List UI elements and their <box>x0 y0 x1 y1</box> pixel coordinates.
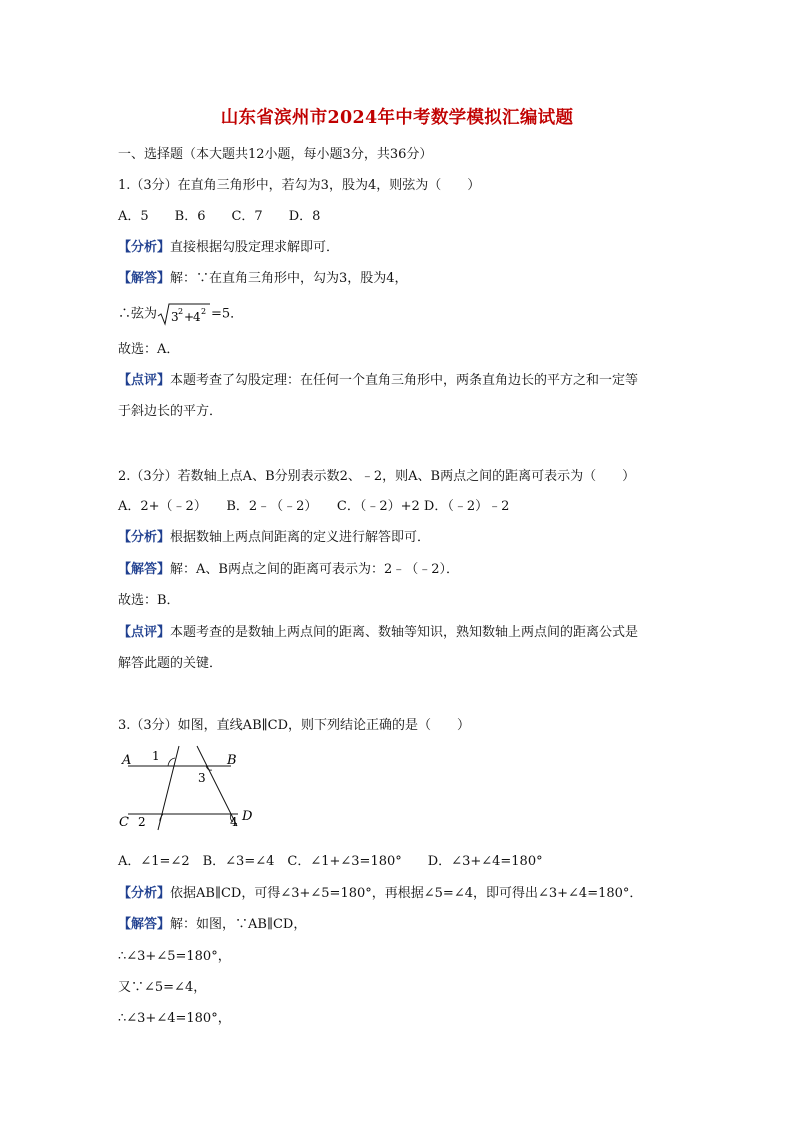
q1-comment-line1 <box>118 372 638 390</box>
q3-analysis <box>118 885 642 903</box>
q1-answer-line2 <box>118 302 243 326</box>
answer-tag: 【解答】 <box>118 917 171 932</box>
q2-options: A．2+（﹣2） B．2﹣（﹣2） C．（﹣2）+2 D．（﹣2）﹣2 <box>118 499 510 514</box>
q2-analysis-text: 根据数轴上两点间距离的定义进行解答即可． <box>170 530 431 545</box>
label-angle-2: 2 <box>138 815 146 829</box>
label-c: C <box>119 815 129 830</box>
analysis-tag: 【分析】 <box>118 886 171 901</box>
q3-answer-text1: 解：如图，∵AB∥CD， <box>170 917 307 932</box>
q1-comment-text1: 本题考查了勾股定理：在任何一个直角三角形中，两条直角边长的平方之和一定等 <box>170 373 639 388</box>
label-angle-1: 1 <box>152 749 160 763</box>
q1-stem: 1.（3分）在直角三角形中，若勾为3，股为4，则弦为（ ） <box>118 178 481 193</box>
q1-comment-line2: 于斜边长的平方． <box>118 404 223 419</box>
comment-tag: 【点评】 <box>118 373 171 388</box>
label-a: A <box>122 753 132 768</box>
q3-answer-line3: 又∵∠5=∠4， <box>118 980 207 995</box>
analysis-tag: 【分析】 <box>118 240 171 255</box>
q3-answer-line2: ∴∠3+∠5=180°， <box>118 949 231 964</box>
answer-tag: 【解答】 <box>118 562 171 577</box>
q2-answer <box>118 561 459 579</box>
parallel-lines-figure <box>116 742 256 832</box>
q3-analysis-text: 依据AB∥CD，可得∠3+∠5=180°，再根据∠5=∠4，即可得出∠3+∠4=180°． <box>170 886 643 901</box>
q1-answer-line1 <box>118 270 408 288</box>
plus-sign: + <box>184 310 195 324</box>
q2-analysis <box>118 529 430 547</box>
q2-comment-line2: 解答此题的关键． <box>118 656 223 671</box>
label-angle-3: 3 <box>198 771 206 785</box>
q1-options: A．5 B．6 C．7 D．8 <box>118 209 321 224</box>
radicand-b: 4 <box>193 310 201 324</box>
section-heading: 一、选择题（本大题共12小题，每小题3分，共36分） <box>118 147 433 162</box>
exponent-b: 2 <box>201 307 207 316</box>
answer-tag: 【解答】 <box>118 271 171 286</box>
q3-answer-line1 <box>118 916 306 934</box>
q3-stem: 3.（3分）如图，直线AB∥CD，则下列结论正确的是（ ） <box>118 718 470 733</box>
page-title: 山东省滨州市2024年中考数学模拟汇编试题 <box>220 108 574 128</box>
q3-answer-line4: ∴∠3+∠4=180°， <box>118 1011 231 1026</box>
q1-analysis-text: 直接根据勾股定理求解即可． <box>170 240 340 255</box>
label-b: B <box>227 753 237 768</box>
q2-comment-line1 <box>118 624 638 642</box>
sqrt-expression <box>157 302 211 326</box>
comment-tag: 【点评】 <box>118 625 171 640</box>
label-angle-4: 4 <box>230 815 238 829</box>
q2-comment-text1: 本题考查的是数轴上两点间的距离、数轴等知识，熟知数轴上两点间的距离公式是 <box>170 625 639 640</box>
q1-answer-suffix: =5． <box>211 306 244 322</box>
q1-answer-prefix: ∴弦为 <box>118 306 158 322</box>
label-d: D <box>242 809 253 824</box>
exponent-a: 2 <box>178 307 184 316</box>
q2-answer-text: 解：A、B两点之间的距离可表示为：2﹣（﹣2）． <box>170 562 459 577</box>
q3-options: A．∠1=∠2 B．∠3=∠4 C．∠1+∠3=180° D．∠3+∠4=180° <box>118 854 543 869</box>
q2-stem: 2.（3分）若数轴上点A、B分别表示数2、﹣2，则A、B两点之间的距离可表示为（ ） <box>118 469 636 484</box>
q2-choice: 故选：B． <box>118 593 180 608</box>
q1-choice: 故选：A． <box>118 342 180 357</box>
analysis-tag: 【分析】 <box>118 530 171 545</box>
radicand-a: 3 <box>171 310 179 324</box>
q1-answer-text1: 解：∵在直角三角形中，勾为3，股为4， <box>170 271 408 286</box>
q1-analysis <box>118 239 339 257</box>
